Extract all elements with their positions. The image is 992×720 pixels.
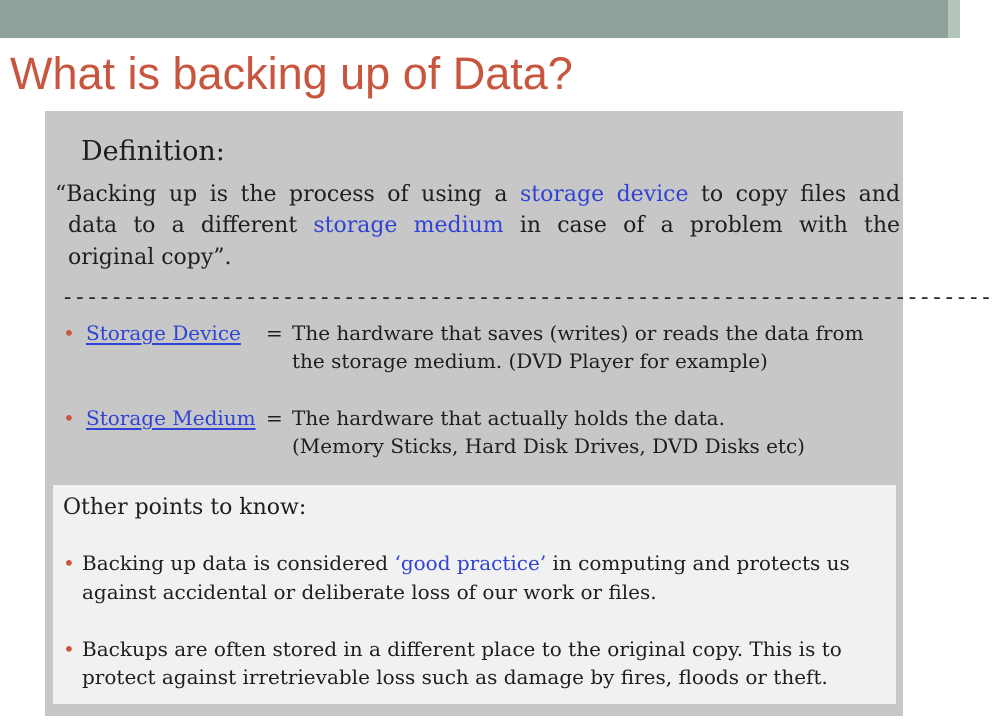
definition-heading: Definition: xyxy=(81,136,225,167)
equals-sign: = xyxy=(266,406,283,430)
storage-medium-link[interactable]: Storage Medium xyxy=(86,406,256,430)
bullet-icon: • xyxy=(63,551,75,575)
highlight-storage-device: storage device xyxy=(520,182,689,207)
highlight-good-practice: ‘good practice’ xyxy=(394,551,547,575)
bullet-icon: • xyxy=(63,637,75,661)
top-decorative-band xyxy=(0,0,960,38)
equals-sign: = xyxy=(266,321,283,345)
dashed-separator: ---------------------------------------------------------------------------- xyxy=(61,285,992,310)
definition-quote-line-3: original copy”. xyxy=(68,245,232,270)
point-2-line-2: protect against irretrievable loss such as damage by fires, floods or theft. xyxy=(82,665,828,689)
storage-medium-definition-line-1: The hardware that actually holds the data. xyxy=(292,406,725,430)
bullet-icon: • xyxy=(63,321,75,345)
bullet-icon: • xyxy=(63,406,75,430)
point-1-line-2: against accidental or deliberate loss of our work or files. xyxy=(82,580,657,604)
storage-device-link[interactable]: Storage Device xyxy=(86,321,241,345)
definition-panel xyxy=(45,111,992,716)
storage-medium-definition-line-2: (Memory Sticks, Hard Disk Drives, DVD Disks etc) xyxy=(292,434,805,458)
other-points-box xyxy=(53,485,896,704)
point-1-line-1: Backing up data is considered ‘good practice’ in computing and protects us xyxy=(82,551,850,575)
definition-quote-line-1: “Backing up is the process of using a storage device to copy files and xyxy=(55,182,901,207)
highlight-storage-medium: storage medium xyxy=(313,213,504,238)
point-2-line-1: Backups are often stored in a different place to the original copy. This is to xyxy=(82,637,842,661)
storage-device-definition-line-2: the storage medium. (DVD Player for example) xyxy=(292,349,768,373)
storage-device-definition-line-1: The hardware that saves (writes) or reads the data from xyxy=(292,321,864,345)
definition-quote-line-2: data to a different storage medium in case of a problem with the xyxy=(68,213,901,238)
other-points-heading: Other points to know: xyxy=(63,495,307,520)
top-band-accent xyxy=(948,0,960,38)
slide-title: What is backing up of Data? xyxy=(10,48,573,99)
